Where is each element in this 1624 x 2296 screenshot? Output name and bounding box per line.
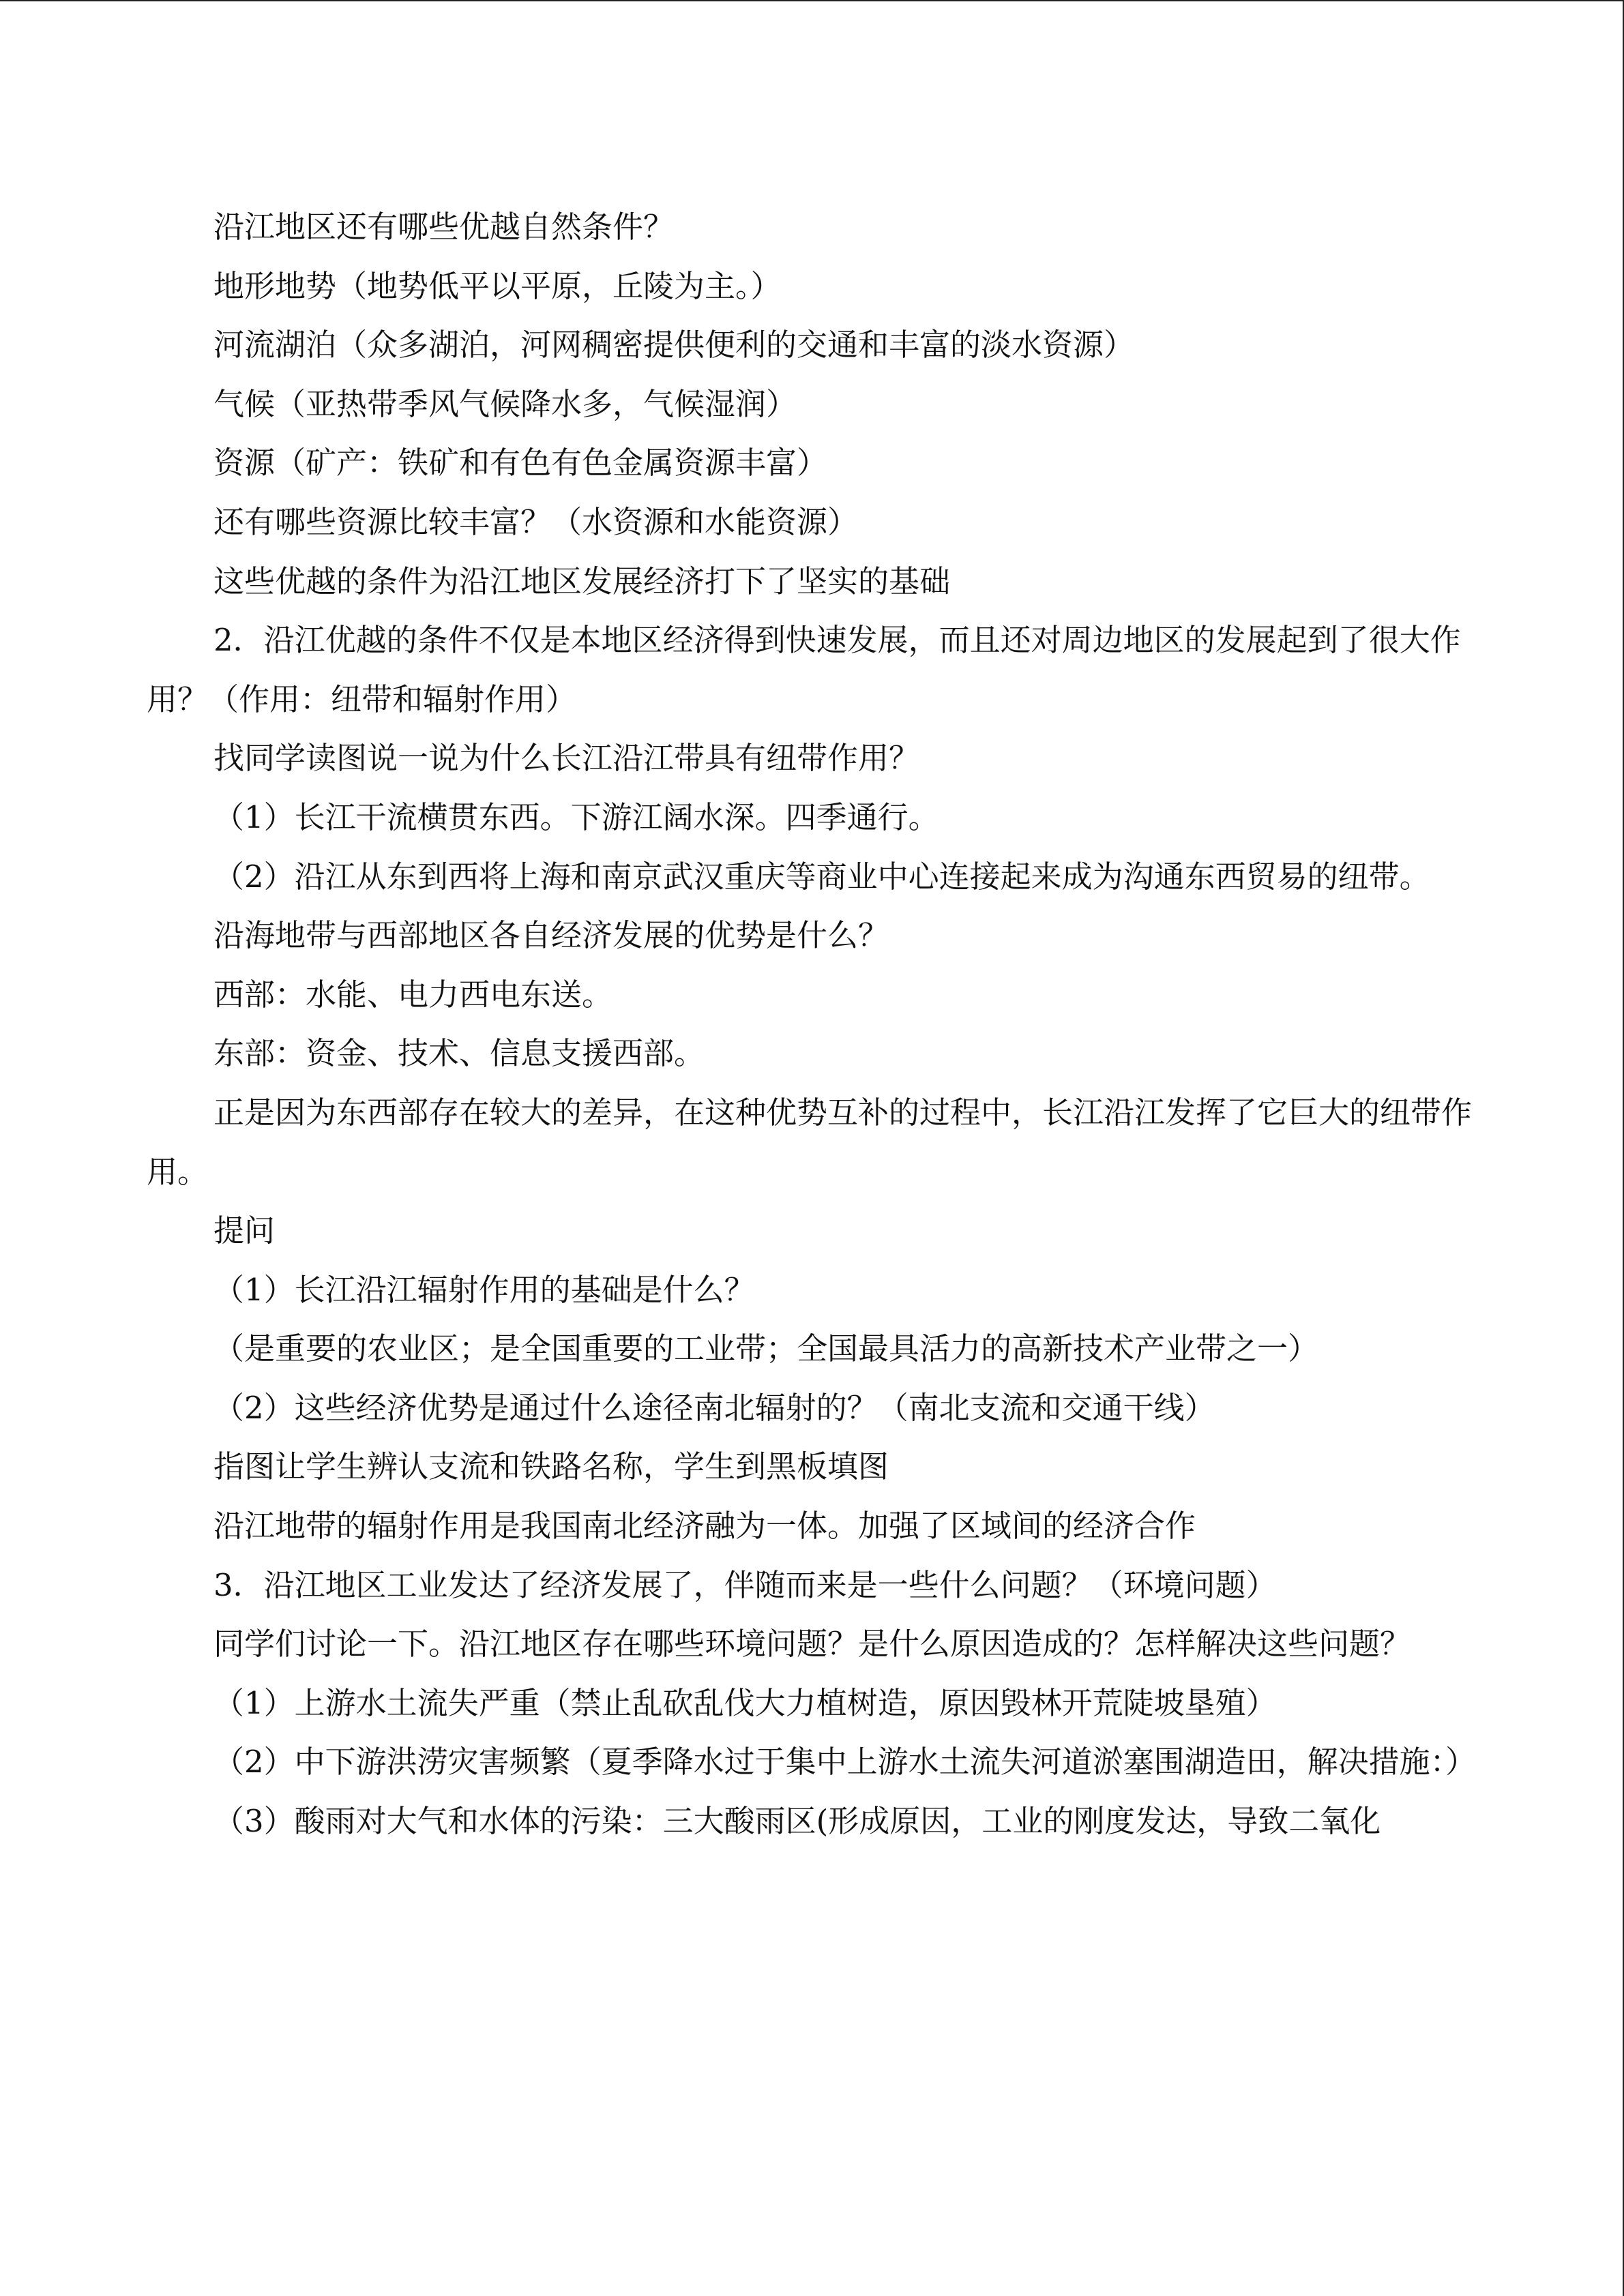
paragraph: 西部：水能、电力西电东送。 xyxy=(213,976,613,1013)
document-body xyxy=(147,198,1483,1851)
paragraph: （1）上游水土流失严重（禁止乱砍乱伐大力植树造，原因毁林开荒陡坡垦殖） xyxy=(213,1684,1277,1721)
paragraph: （2）中下游洪涝灾害频繁（夏季降水过于集中上游水土流失河道淤塞围湖造田，解决措施：） xyxy=(213,1744,1477,1780)
paragraph: 正是因为东西部存在较大的差异，在这种优势互补的过程中，长江沿江发挥了它巨大的纽带作用。 xyxy=(147,1094,1473,1190)
paragraph: 沿江地带的辐射作用是我国南北经济融为一体。加强了区域间的经济合作 xyxy=(213,1508,1196,1545)
paragraph: 指图让学生辨认支流和铁路名称，学生到黑板填图 xyxy=(213,1448,889,1485)
paragraph: 东部：资金、技术、信息支援西部。 xyxy=(213,1035,705,1072)
paragraph: 提问 xyxy=(213,1212,276,1249)
paragraph: （1）长江干流横贯东西。下游江阔水深。四季通行。 xyxy=(213,799,939,835)
paragraph: 找同学读图说一说为什么长江沿江带具有纽带作用？ xyxy=(213,740,920,777)
paragraph: 3．沿江地区工业发达了经济发展了，伴随而来是一些什么问题？（环境问题） xyxy=(213,1566,1277,1603)
paragraph: 这些优越的条件为沿江地区发展经济打下了坚实的基础 xyxy=(213,563,951,599)
paragraph: 地形地势（地势低平以平原，丘陵为主。） xyxy=(213,267,782,304)
paragraph: 资源（矿产：铁矿和有色有色金属资源丰富） xyxy=(213,445,828,481)
paragraph: 同学们讨论一下。沿江地区存在哪些环境问题？是什么原因造成的？怎样解决这些问题？ xyxy=(213,1626,1411,1663)
paragraph: 河流湖泊（众多湖泊，河网稠密提供便利的交通和丰富的淡水资源） xyxy=(213,327,1135,363)
paragraph: （3）酸雨对大气和水体的污染：三大酸雨区(形成原因，工业的刚度发达，导致二氧化 xyxy=(213,1803,1381,1840)
paragraph: 沿江地区还有哪些优越自然条件？ xyxy=(213,209,675,245)
page-top-border xyxy=(0,0,1624,1)
paragraph: （2）这些经济优势是通过什么途径南北辐射的？（南北支流和交通干线） xyxy=(213,1389,1215,1426)
paragraph: （是重要的农业区；是全国重要的工业带；全国最具活力的高新技术产业带之一） xyxy=(213,1330,1319,1367)
paragraph: 还有哪些资源比较丰富？（水资源和水能资源） xyxy=(213,503,859,540)
paragraph: 气候（亚热带季风气候降水多，气候湿润） xyxy=(213,385,797,422)
paragraph: 2．沿江优越的条件不仅是本地区经济得到快速发展，而且还对周边地区的发展起到了很大作用？（作用：纽带和辐射作用） xyxy=(147,622,1461,717)
paragraph: （2）沿江从东到西将上海和南京武汉重庆等商业中心连接起来成为沟通东西贸易的纽带。 xyxy=(213,858,1430,895)
paragraph: 沿海地带与西部地区各自经济发展的优势是什么？ xyxy=(213,917,889,954)
paragraph: （1）长江沿江辐射作用的基础是什么？ xyxy=(213,1271,755,1308)
